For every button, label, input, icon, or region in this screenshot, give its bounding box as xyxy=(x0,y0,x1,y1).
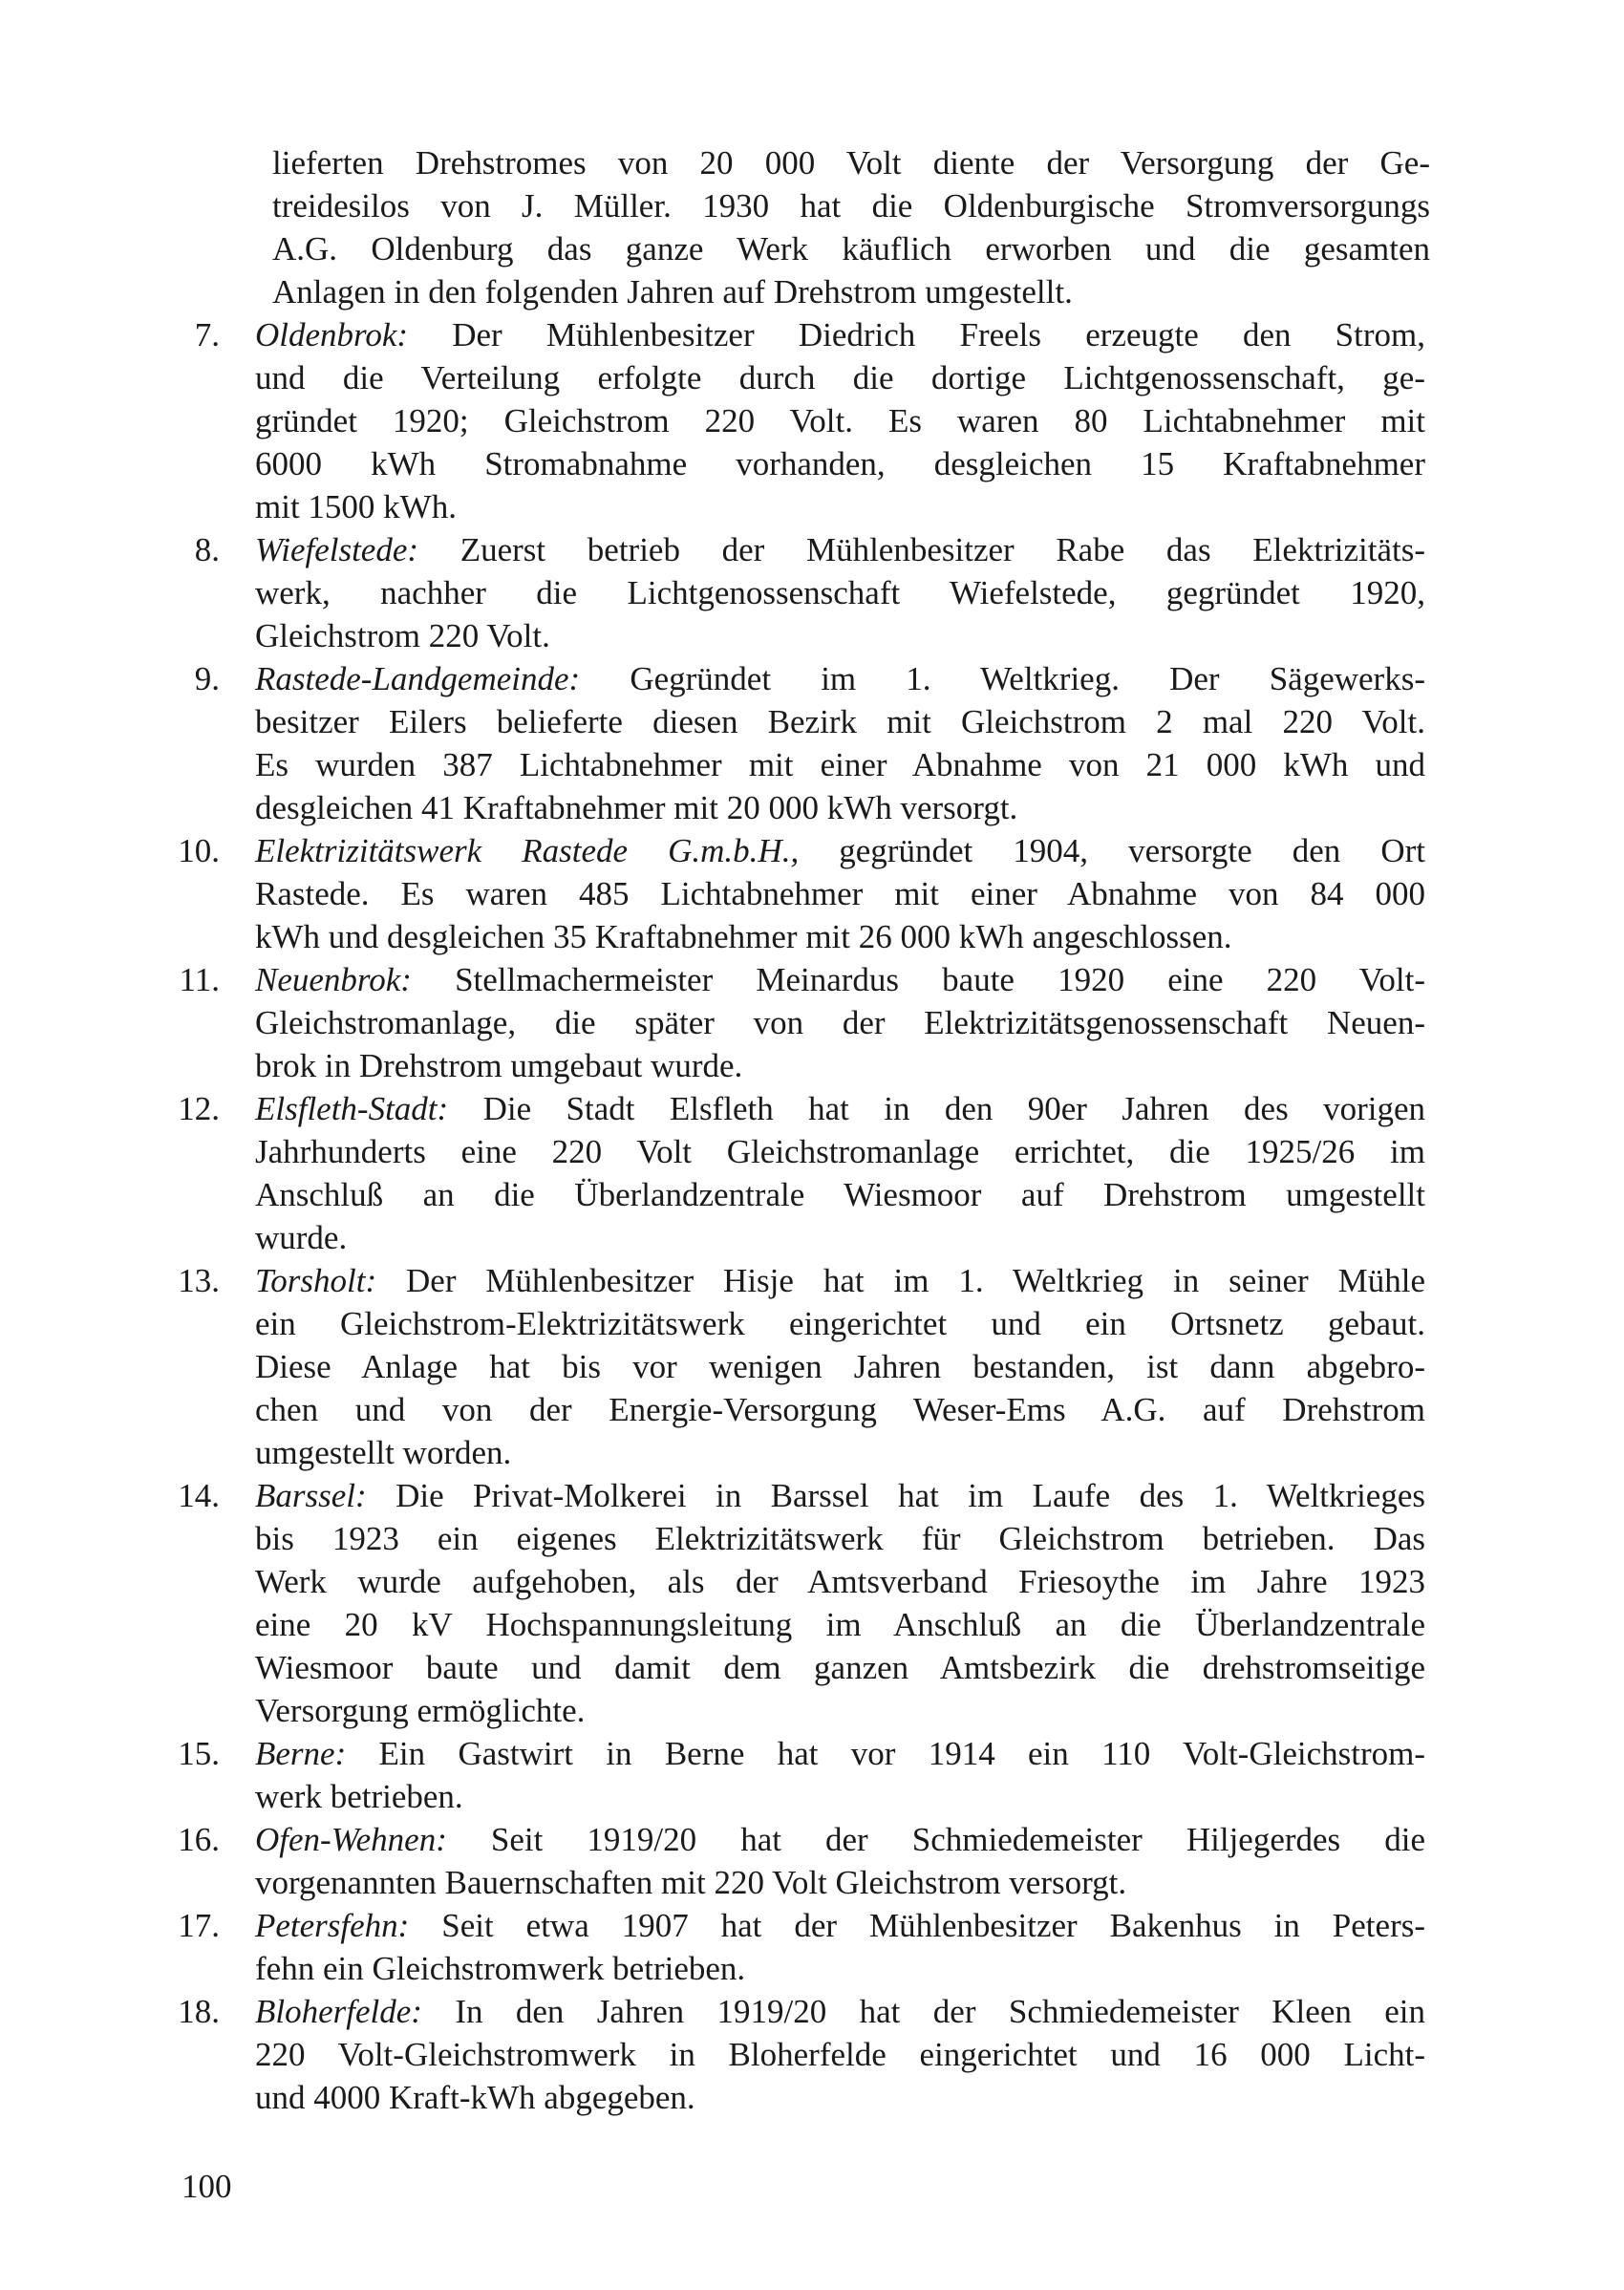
item-number: 8. xyxy=(194,531,220,568)
item-number: 9. xyxy=(194,660,220,697)
text-line: Jahrhunderts eine 220 Volt Gleichstromanlage errichtet, die 1925/26 im xyxy=(255,1133,1425,1170)
text-line: vorgenannten Bauernschaften mit 220 Volt Gleichstrom versorgt. xyxy=(255,1864,1127,1901)
place-name: Elektrizitätswerk Rastede G.m.b.H., xyxy=(255,832,800,869)
item-number: 13. xyxy=(178,1262,220,1299)
text-run: Der Mühlenbesitzer Diedrich Freels erzeugte den Strom, xyxy=(408,316,1425,353)
text-line: brok in Drehstrom umgebaut wurde. xyxy=(255,1047,743,1084)
text-line xyxy=(255,1904,1425,1947)
place-name: Oldenbrok: xyxy=(255,316,409,353)
text-line: bis 1923 ein eigenes Elektrizitätswerk für Gleichstrom betrieben. Das xyxy=(255,1520,1425,1557)
text-line: Es wurden 387 Lichtabnehmer mit einer Abnahme von 21 000 kWh und xyxy=(255,746,1425,783)
item-text xyxy=(255,1087,1425,1259)
text-line xyxy=(255,313,1425,356)
text-line: chen und von der Energie-Versorgung Weser-Ems A.G. auf Drehstrom xyxy=(255,1391,1425,1428)
list-item xyxy=(0,1904,1624,1990)
item-number: 14. xyxy=(178,1477,220,1514)
page-number: 100 xyxy=(182,2168,232,2205)
item-number: 12. xyxy=(178,1090,220,1127)
numbered-list xyxy=(0,313,1624,2119)
list-item xyxy=(0,313,1624,528)
list-item xyxy=(0,528,1624,657)
text-run: Stellmachermeister Meinardus baute 1920 eine 220 Volt- xyxy=(411,961,1425,998)
item-number: 18. xyxy=(178,1993,220,2030)
place-name: Petersfehn: xyxy=(255,1907,410,1944)
item-number: 7. xyxy=(194,316,220,353)
item-number: 11. xyxy=(179,961,220,998)
text-line xyxy=(255,1259,1425,1302)
list-item xyxy=(0,1818,1624,1904)
item-text xyxy=(255,1732,1425,1818)
text-line xyxy=(255,1818,1425,1861)
place-name: Rastede-Landgemeinde: xyxy=(255,660,581,697)
text-run: Die Stadt Elsfleth hat in den 90er Jahren des vorigen xyxy=(448,1090,1425,1127)
place-name: Elsfleth-Stadt: xyxy=(255,1090,449,1127)
text-line: Versorgung ermöglichte. xyxy=(255,1692,586,1729)
text-line: Diese Anlage hat bis vor wenigen Jahren bestanden, ist dann abgebro- xyxy=(255,1348,1425,1385)
text-line: kWh und desgleichen 35 Kraftabnehmer mit 26 000 kWh angeschlossen. xyxy=(255,918,1232,955)
text-run: Ein Gastwirt in Berne hat vor 1914 ein 110 Volt-Gleichstrom- xyxy=(346,1735,1425,1772)
text-run: gegründet 1904, versorgte den Ort xyxy=(799,832,1426,869)
text-line: treidesilos von J. Müller. 1930 hat die Oldenburgische Stromversorgungs xyxy=(272,187,1430,225)
text-line xyxy=(255,1990,1425,2033)
text-line xyxy=(255,657,1425,700)
list-item xyxy=(0,1990,1624,2119)
place-name: Wiefelstede: xyxy=(255,531,419,568)
item-text xyxy=(255,313,1425,528)
text-line: lieferten Drehstromes von 20 000 Volt diente der Versorgung der Ge- xyxy=(272,144,1430,182)
text-line: Wiesmoor baute und damit dem ganzen Amtsbezirk die drehstromseitige xyxy=(255,1649,1425,1686)
item-number: 15. xyxy=(178,1735,220,1772)
list-item xyxy=(0,657,1624,829)
text-line xyxy=(255,528,1425,571)
list-item xyxy=(0,1474,1624,1732)
text-line: und die Verteilung erfolgte durch die dortige Lichtgenossenschaft, ge- xyxy=(255,359,1425,396)
text-run: Der Mühlenbesitzer Hisje hat im 1. Weltkrieg in seiner Mühle xyxy=(376,1262,1425,1299)
text-line: eine 20 kV Hochspannungsleitung im Anschluß an die Überlandzentrale xyxy=(255,1606,1425,1643)
text-line: Gleichstromanlage, die später von der Elektrizitätsgenossenschaft Neuen- xyxy=(255,1004,1425,1041)
item-text xyxy=(255,1818,1425,1904)
text-line: mit 1500 kWh. xyxy=(255,488,457,525)
text-line: werk betrieben. xyxy=(255,1778,463,1815)
text-line: besitzer Eilers belieferte diesen Bezirk mit Gleichstrom 2 mal 220 Volt. xyxy=(255,703,1425,740)
item-text xyxy=(255,1990,1425,2119)
list-item xyxy=(0,829,1624,958)
item-number: 10. xyxy=(178,832,220,869)
text-line: werk, nachher die Lichtgenossenschaft Wiefelstede, gegründet 1920, xyxy=(255,574,1425,611)
place-name: Torsholt: xyxy=(255,1262,377,1299)
text-line xyxy=(255,958,1425,1001)
place-name: Berne: xyxy=(255,1735,347,1772)
text-line xyxy=(255,829,1425,872)
text-line: fehn ein Gleichstromwerk betrieben. xyxy=(255,1950,746,1987)
text-line: Anschluß an die Überlandzentrale Wiesmoor auf Drehstrom umgestellt xyxy=(255,1176,1425,1213)
item-number: 16. xyxy=(178,1821,220,1858)
text-line: Gleichstrom 220 Volt. xyxy=(255,617,550,654)
text-line: 6000 kWh Stromabnahme vorhanden, desgleichen 15 Kraftabnehmer xyxy=(255,445,1425,482)
text-line: Rastede. Es waren 485 Lichtabnehmer mit einer Abnahme von 84 000 xyxy=(255,875,1425,912)
list-item xyxy=(0,958,1624,1087)
text-run: Seit 1919/20 hat der Schmiedemeister Hiljegerdes die xyxy=(446,1821,1425,1858)
item-text xyxy=(255,829,1425,958)
item-text xyxy=(255,1904,1425,1990)
text-line: A.G. Oldenburg das ganze Werk käuflich erworben und die gesamten xyxy=(272,230,1430,268)
list-item xyxy=(0,1259,1624,1474)
list-item xyxy=(0,1732,1624,1818)
text-run: Zuerst betrieb der Mühlenbesitzer Rabe das Elektrizitäts- xyxy=(418,531,1425,568)
item-text xyxy=(255,657,1425,829)
item-number: 17. xyxy=(178,1907,220,1944)
text-line xyxy=(255,1474,1425,1517)
item-text xyxy=(255,958,1425,1087)
text-line: wurde. xyxy=(255,1219,348,1256)
item-text xyxy=(255,528,1425,657)
text-line: ein Gleichstrom-Elektrizitätswerk eingerichtet und ein Ortsnetz gebaut. xyxy=(255,1305,1425,1342)
text-run: Seit etwa 1907 hat der Mühlenbesitzer Bakenhus in Peters- xyxy=(409,1907,1425,1944)
continued-paragraph xyxy=(272,141,1430,313)
place-name: Bloherfelde: xyxy=(255,1993,422,2030)
place-name: Barssel: xyxy=(255,1477,367,1514)
list-item xyxy=(0,1087,1624,1259)
text-line: und 4000 Kraft-kWh abgegeben. xyxy=(255,2079,695,2116)
place-name: Ofen-Wehnen: xyxy=(255,1821,447,1858)
item-text xyxy=(255,1474,1425,1732)
text-line: desgleichen 41 Kraftabnehmer mit 20 000 kWh versorgt. xyxy=(255,789,1018,826)
text-line: Werk wurde aufgehoben, als der Amtsverband Friesoythe im Jahre 1923 xyxy=(255,1563,1425,1600)
text-line xyxy=(255,1087,1425,1130)
item-text xyxy=(255,1259,1425,1474)
text-line: gründet 1920; Gleichstrom 220 Volt. Es waren 80 Lichtabnehmer mit xyxy=(255,402,1425,439)
text-run: Die Privat-Molkerei in Barssel hat im Laufe des 1. Weltkrieges xyxy=(366,1477,1425,1514)
text-run: Gegründet im 1. Weltkrieg. Der Sägewerks- xyxy=(580,660,1425,697)
text-run: In den Jahren 1919/20 hat der Schmiedemeister Kleen ein xyxy=(421,1993,1425,2030)
text-line: umgestellt worden. xyxy=(255,1434,512,1471)
place-name: Neuenbrok: xyxy=(255,961,412,998)
text-line: Anlagen in den folgenden Jahren auf Drehstrom umgestellt. xyxy=(272,273,1073,310)
text-line xyxy=(255,1732,1425,1775)
text-line: 220 Volt-Gleichstromwerk in Bloherfelde eingerichtet und 16 000 Licht- xyxy=(255,2036,1425,2073)
